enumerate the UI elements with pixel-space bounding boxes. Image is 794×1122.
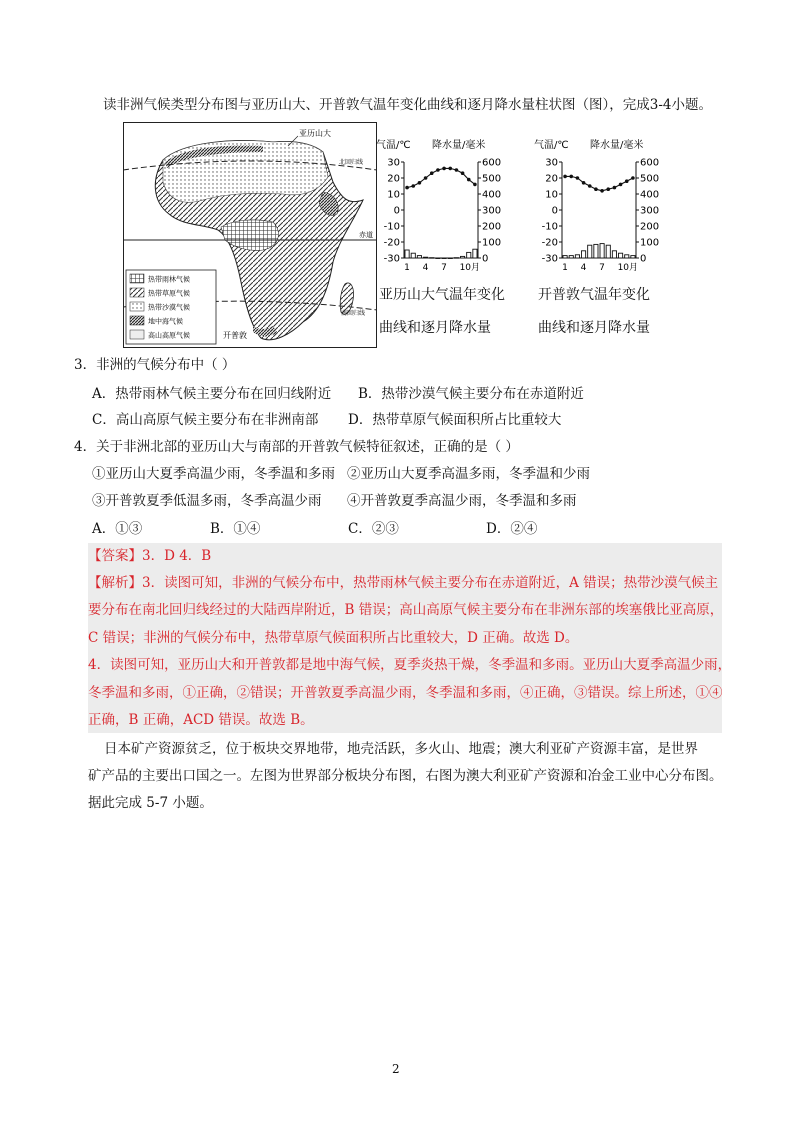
x-tick-label: 7 xyxy=(599,263,605,273)
precip-bar xyxy=(405,250,409,258)
temperature-point xyxy=(436,168,440,172)
y-tick-label-right: 400 xyxy=(482,189,502,201)
x-tick-label: 10月 xyxy=(459,263,481,273)
q4-option-b: B．①④ xyxy=(210,521,261,537)
y-tick-label-right: 400 xyxy=(640,189,660,201)
temperature-line xyxy=(407,168,475,187)
ylabel-left: 气温/℃ xyxy=(376,140,411,151)
temperature-point xyxy=(467,178,471,182)
y-tick-label-left: -30 xyxy=(383,253,400,265)
q3-stem: 3．非洲的气候分布中（ ） xyxy=(74,357,236,373)
temperature-point xyxy=(600,189,604,193)
temperature-point xyxy=(411,184,415,188)
legend-swatch-rainforest xyxy=(130,274,144,283)
precip-bar xyxy=(606,245,610,258)
y-tick-label-right: 300 xyxy=(640,205,660,217)
precip-bar xyxy=(563,256,567,258)
y-tick-label-right: 100 xyxy=(640,237,660,249)
analysis-line: 【解析】3．读图可知，非洲的气候分布中，热带雨林气候主要分布在赤道附近，A 错误；热带沙漠气候主 xyxy=(88,575,719,591)
precip-bar xyxy=(588,245,592,258)
y-tick-label-right: 200 xyxy=(482,221,502,233)
y-tick-label-right: 600 xyxy=(482,157,502,169)
temperature-point xyxy=(582,181,586,185)
precip-bar xyxy=(473,249,477,258)
y-tick-label-right: 600 xyxy=(640,157,660,169)
x-tick-label: 4 xyxy=(580,263,587,273)
y-tick-label-right: 500 xyxy=(482,173,502,185)
q3-option-a: A．热带雨林气候主要分布在回归线附近 xyxy=(92,386,332,402)
q4-option-d: D．②④ xyxy=(486,521,538,537)
alexandria-caption-2: 曲线和逐月降水量 xyxy=(379,320,491,336)
y-tick-label-right: 500 xyxy=(640,173,660,185)
y-tick-label-right: 0 xyxy=(640,253,647,265)
y-tick-label-left: 20 xyxy=(387,173,400,185)
analysis-line: C 错误；非洲的气候分布中，热带草原气候面积所占比重较大，D 正确。故选 D。 xyxy=(88,630,579,646)
precip-bar xyxy=(448,258,452,259)
precip-bar xyxy=(436,258,440,259)
analysis-line: 4．读图可知，亚历山大和开普敦都是地中海气候，夏季炎热干燥，冬季温和多雨。亚历山大夏季高温少雨， xyxy=(88,657,732,673)
temperature-point xyxy=(430,171,434,175)
q4-option-c: C．②③ xyxy=(348,521,399,537)
y-tick-label-right: 0 xyxy=(482,253,489,265)
alexandria-caption-1: 亚历山大气温年变化 xyxy=(379,287,505,303)
temperature-point xyxy=(418,181,422,185)
y-tick-label-left: -10 xyxy=(541,221,558,233)
map-legend xyxy=(126,270,216,344)
intro-text: 读非洲气候类型分布图与亚历山大、开普敦气温年变化曲线和逐月降水量柱状图（图），完成3-4小题。 xyxy=(103,97,712,113)
y-tick-label-left: 0 xyxy=(393,205,400,217)
x-tick-label: 1 xyxy=(562,263,568,273)
ylabel-left: 气温/℃ xyxy=(534,140,569,151)
precip-bar xyxy=(619,253,623,258)
y-tick-label-left: -30 xyxy=(541,253,558,265)
temperature-point xyxy=(631,176,635,180)
precip-bar xyxy=(594,244,598,258)
q4-statement-3: ③开普敦夏季低温多雨，冬季高温少雨 xyxy=(92,493,322,509)
legend-label: 热带雨林气候 xyxy=(148,275,190,284)
y-tick-label-left: -20 xyxy=(383,237,400,249)
legend-swatch-highland xyxy=(130,330,144,339)
ylabel-right: 降水量/毫米 xyxy=(432,140,486,151)
precip-bar xyxy=(411,253,415,258)
label-tropic-south: 南回归线 xyxy=(341,310,366,317)
q3-option-d: D．热带草原气候面积所占比重较大 xyxy=(348,412,562,428)
precip-bar xyxy=(582,251,586,258)
africa-climate-map xyxy=(123,122,377,348)
q3-option-c: C．高山高原气候主要分布在非洲南部 xyxy=(92,412,319,428)
legend-label: 热带沙漠气候 xyxy=(148,303,190,312)
temperature-point xyxy=(619,183,623,187)
temperature-point xyxy=(625,179,629,183)
precip-bar xyxy=(467,252,471,258)
capetown-climate-chart xyxy=(534,136,666,276)
precip-bar xyxy=(625,255,629,258)
ylabel-right: 降水量/毫米 xyxy=(590,140,644,151)
precip-bar xyxy=(569,256,573,258)
temperature-point xyxy=(461,171,465,175)
analysis-line: 冬季温和多雨，①正确，②错误；开普敦夏季高温少雨，冬季温和多雨，④正确，③错误。综上所述，①④ xyxy=(88,685,723,701)
legend-label: 高山高原气候 xyxy=(148,331,190,340)
q3-option-b: B．热带沙漠气候主要分布在赤道附近 xyxy=(358,386,584,402)
precip-bar xyxy=(417,256,421,258)
capetown-caption-1: 开普敦气温年变化 xyxy=(538,287,650,303)
precip-bar xyxy=(454,258,458,259)
precip-bar xyxy=(600,244,604,258)
temperature-point xyxy=(613,186,617,190)
next-passage-line: 日本矿产资源贫乏，位于板块交界地带，地壳活跃，多火山、地震；澳大利亚矿产资源丰富，是世界 xyxy=(104,741,698,757)
temperature-point xyxy=(473,183,477,187)
y-tick-label-left: -10 xyxy=(383,221,400,233)
page-number: 2 xyxy=(392,1062,400,1076)
temperature-point xyxy=(405,186,409,190)
temperature-point xyxy=(569,175,573,179)
temperature-point xyxy=(455,168,459,172)
answer-line: 【答案】3．D 4．B xyxy=(88,548,212,564)
legend-swatch-savanna xyxy=(130,288,144,297)
x-tick-label: 4 xyxy=(422,263,429,273)
temperature-point xyxy=(594,187,598,191)
capetown-caption-2: 曲线和逐月降水量 xyxy=(538,320,650,336)
precip-bar xyxy=(461,256,465,258)
precip-bar xyxy=(631,256,635,258)
y-tick-label-left: 20 xyxy=(545,173,558,185)
precip-bar xyxy=(430,258,434,259)
q4-option-a: A．①③ xyxy=(92,521,143,537)
q4-statement-1: ①亚历山大夏季高温少雨，冬季温和多雨 xyxy=(92,466,335,482)
temperature-point xyxy=(576,176,580,180)
label-tropic-north: 北回归线 xyxy=(339,159,364,166)
y-tick-label-left: 10 xyxy=(545,189,558,201)
y-tick-label-left: 0 xyxy=(551,205,558,217)
precip-bar xyxy=(442,258,446,259)
legend-label: 热带草原气候 xyxy=(148,289,190,298)
y-tick-label-left: 30 xyxy=(545,157,558,169)
y-tick-label-left: -20 xyxy=(541,237,558,249)
temperature-point xyxy=(588,184,592,188)
analysis-line: 要分布在南北回归线经过的大陆西岸附近，B 错误；高山高原气候主要分布在非洲东部的埃塞俄比亚高原， xyxy=(88,602,724,618)
precip-bar xyxy=(424,257,428,258)
y-tick-label-left: 30 xyxy=(387,157,400,169)
legend-swatch-desert xyxy=(130,302,144,311)
q4-statement-2: ②亚历山大夏季高温多雨，冬季温和少雨 xyxy=(347,466,590,482)
y-tick-label-right: 100 xyxy=(482,237,502,249)
temperature-point xyxy=(424,176,428,180)
alexandria-climate-chart xyxy=(376,136,508,276)
y-tick-label-left: 10 xyxy=(387,189,400,201)
label-alexandria: 亚历山大 xyxy=(299,129,331,138)
x-tick-label: 1 xyxy=(404,263,410,273)
precip-bar xyxy=(612,251,616,258)
label-capetown: 开普敦 xyxy=(223,331,247,340)
y-tick-label-right: 200 xyxy=(640,221,660,233)
q4-statement-4: ④开普敦夏季高温少雨，冬季温和多雨 xyxy=(347,493,577,509)
temperature-point xyxy=(442,167,446,171)
temperature-line xyxy=(565,176,633,190)
x-tick-label: 7 xyxy=(441,263,447,273)
precip-bar xyxy=(575,255,579,258)
legend-label: 地中海气候 xyxy=(148,317,183,326)
analysis-line: 正确，B 正确，ACD 错误。故选 B。 xyxy=(88,712,314,728)
temperature-point xyxy=(448,167,452,171)
temperature-point xyxy=(606,187,610,191)
q4-stem: 4．关于非洲北部的亚历山大与南部的开普敦气候特征叙述，正确的是（ ） xyxy=(74,439,519,455)
next-passage-line: 矿产品的主要出口国之一。左图为世界部分板块分布图，右图为澳大利亚矿产资源和冶金工业中心分布图。 xyxy=(88,768,723,784)
y-tick-label-right: 300 xyxy=(482,205,502,217)
temperature-point xyxy=(563,175,567,179)
label-equator: 赤道 xyxy=(359,231,373,239)
legend-swatch-mediterranean xyxy=(130,316,144,325)
next-passage-line: 据此完成 5-7 小题。 xyxy=(88,795,213,811)
x-tick-label: 10月 xyxy=(617,263,639,273)
